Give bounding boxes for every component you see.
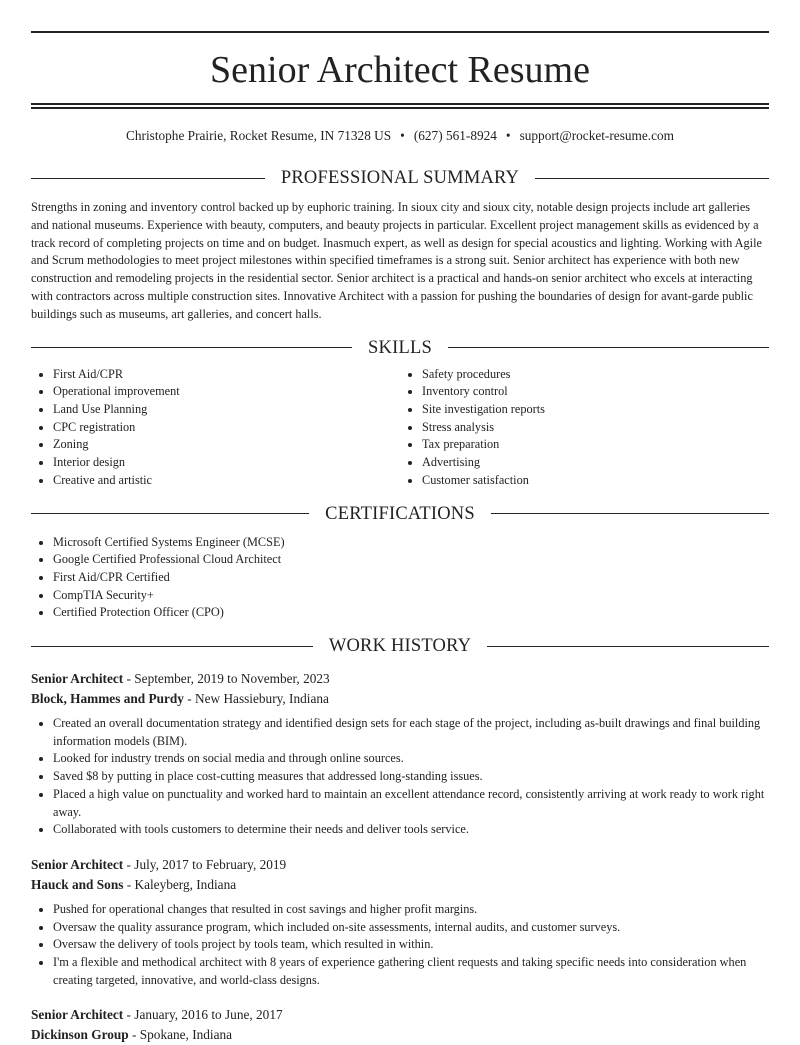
skills-left-column [31, 366, 400, 490]
heading-rule [448, 347, 769, 348]
summary-text: Strengths in zoning and inventory control backed up by euphoric training. In sioux city and sioux city, notable design projects include art galleries and national museums. Experience with beauty, computers, and beauty projects in particular. Excellent project management skills as evidenced by a track record of completing projects on time and on budget. Inasmuch expert, as well as design for special acoustics and lighting. Working with Agile and Scrum methodologies to meet project milestones within specified timeframes is a strong suit. Senior architect has experience with both new construction and remodeling projects in the residential sector. Senior architect is a practical and hands-on senior architect who excels at interacting with contractors across multiple construction sites. Innovative Architect with a passion for pushing the boundaries of design for avant-garde public buildings such as museums, art galleries, and concert halls. [31, 200, 762, 321]
skill-item: • Land Use Planning [53, 401, 400, 419]
job-dates: - September, 2019 to November, 2023 [123, 671, 330, 687]
contact-email: support@rocket-resume.com [519, 128, 674, 143]
certification-item: • CompTIA Security+ [53, 587, 769, 605]
certifications-heading: CERTIFICATIONS [325, 503, 475, 524]
skill-item: • Site investigation reports [422, 401, 769, 419]
work-history [31, 669, 769, 1045]
contact-line [31, 126, 769, 146]
job-company: Hauck and Sons [31, 876, 124, 892]
job-bullets [31, 901, 769, 990]
job-entry [31, 669, 769, 839]
heading-rule [487, 646, 769, 647]
job-bullet: • Placed a high value on punctuality and worked hard to maintain an excellent attendance record, consistently arriving at work ready to work right away. [53, 786, 769, 821]
job-dates: - January, 2016 to June, 2017 [123, 1007, 283, 1023]
resume-title: Senior Architect Resume [210, 49, 590, 91]
job-entry [31, 855, 769, 990]
job-bullet: • Oversaw the delivery of tools project by tools team, which resulted in within. [53, 936, 769, 954]
job-entry [31, 1005, 769, 1045]
job-company-line [31, 689, 769, 709]
skill-item: • Inventory control [422, 383, 769, 401]
skills-heading: SKILLS [368, 337, 432, 358]
title-double-rule [31, 103, 769, 109]
job-company: Block, Hammes and Purdy [31, 691, 184, 707]
job-title: Senior Architect [31, 856, 124, 872]
certifications-section-heading [31, 503, 769, 525]
job-bullet: • I'm a flexible and methodical architect with 8 years of experience gathering client requests and taking specific needs into consideration when creating targeted, innovative, and world-class designs. [53, 954, 769, 989]
job-bullet: • Collaborated with tools customers to determine their needs and deliver tools service. [53, 821, 769, 839]
job-title: Senior Architect [31, 1007, 124, 1023]
heading-rule [31, 347, 352, 348]
work-section-heading [31, 635, 769, 657]
skill-item: • Safety procedures [422, 366, 769, 384]
work-heading: WORK HISTORY [328, 636, 472, 657]
skill-item: • Operational improvement [53, 383, 400, 401]
job-bullet: • Created an overall documentation strategy and identified design sets for each stage of the project, including as-built drawings and final building information models (BIM). [53, 715, 769, 750]
job-title-line [31, 1005, 769, 1025]
job-company-line [31, 875, 769, 895]
summary-heading: PROFESSIONAL SUMMARY [280, 168, 520, 188]
skill-item: • Customer satisfaction [422, 472, 769, 490]
certification-item: • Microsoft Certified Systems Engineer (MCSE) [53, 534, 769, 552]
skills-right-column [400, 366, 769, 490]
job-title-line [31, 669, 769, 689]
skills-list [31, 366, 769, 490]
contact-separator: • [505, 128, 511, 143]
certification-item: • Certified Protection Officer (CPO) [53, 604, 769, 622]
skill-item: • Stress analysis [422, 419, 769, 437]
job-bullet: • Looked for industry trends on social media and through online sources. [53, 750, 769, 768]
skill-item: • Tax preparation [422, 436, 769, 454]
job-location: - New Hassiebury, Indiana [183, 691, 329, 707]
job-title: Senior Architect [31, 671, 124, 687]
certifications-list [31, 534, 769, 623]
heading-rule [31, 513, 309, 514]
contact-phone: (627) 561-8924 [413, 128, 497, 143]
skill-item: • Zoning [53, 436, 400, 454]
certification-item: • First Aid/CPR Certified [53, 569, 769, 587]
skill-item: • CPC registration [53, 419, 400, 437]
skills-section-heading [31, 337, 769, 359]
skill-item: • First Aid/CPR [53, 366, 400, 384]
top-rule [31, 31, 769, 33]
contact-address: Christophe Prairie, Rocket Resume, IN 71328 US [126, 128, 392, 143]
job-company: Dickinson Group [31, 1027, 129, 1043]
job-title-line [31, 855, 769, 875]
skill-item: • Creative and artistic [53, 472, 400, 490]
heading-rule [535, 178, 769, 179]
summary-section-heading [31, 167, 769, 189]
job-bullet: • Pushed for operational changes that resulted in cost savings and higher profit margins. [53, 901, 769, 919]
skill-item: • Advertising [422, 454, 769, 472]
job-dates: - July, 2017 to February, 2019 [123, 856, 287, 872]
heading-rule [31, 646, 313, 647]
job-location: - Spokane, Indiana [128, 1027, 233, 1043]
job-bullet: • Oversaw the quality assurance program, which included on-site assessments, internal audits, and customer surveys. [53, 919, 769, 937]
heading-rule [31, 178, 265, 179]
job-location: - Kaleyberg, Indiana [123, 876, 237, 892]
job-bullet: • Saved $8 by putting in place cost-cutting measures that addressed long-standing issues. [53, 768, 769, 786]
skill-item: • Interior design [53, 454, 400, 472]
job-bullets [31, 715, 769, 839]
certification-item: • Google Certified Professional Cloud Architect [53, 551, 769, 569]
resume-page [31, 31, 769, 1045]
heading-rule [491, 513, 769, 514]
contact-separator: • [400, 128, 405, 143]
job-company-line [31, 1025, 769, 1045]
